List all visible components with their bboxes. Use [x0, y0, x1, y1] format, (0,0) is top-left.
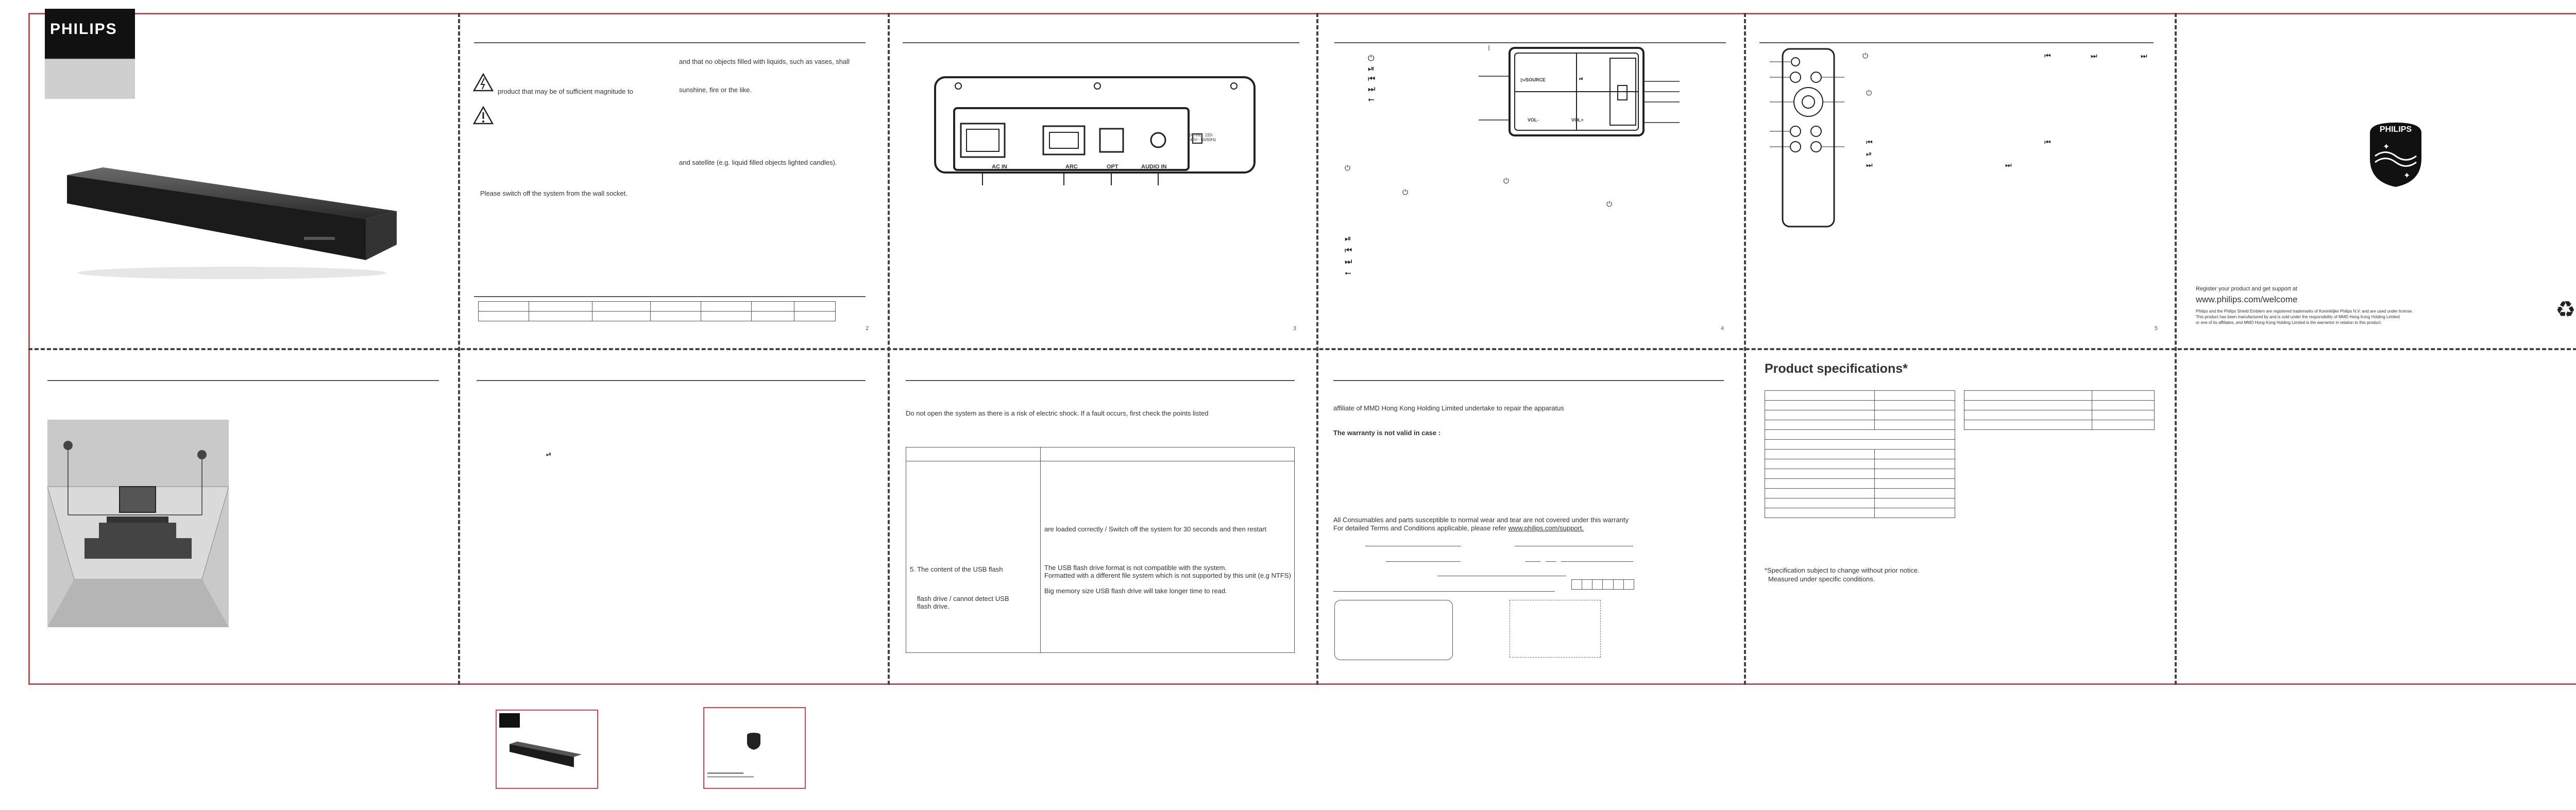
port-label-opt: OPT	[1107, 164, 1118, 170]
panel-label-vol-down: VOL-	[1528, 117, 1539, 123]
next-icon: ⏭	[2091, 51, 2097, 60]
warranty-heading: The warranty is not valid in case :	[1333, 429, 1441, 437]
previous-icon: ⏮	[2044, 138, 2051, 146]
info-table	[478, 301, 836, 321]
safety-text: and that no objects filled with liquids, such as vases, shall	[679, 58, 850, 65]
power-icon: ⏻	[1503, 177, 1510, 185]
power-icon: ⏻	[1368, 54, 1375, 63]
specs-note: Measured under specific conditions.	[1768, 575, 1875, 583]
recycle-icon: ♻	[2555, 297, 2576, 322]
trouble-solution: are loaded correctly / Switch off the system for 30 seconds and then restart	[1044, 525, 1267, 533]
play-pause-icon: ⏯	[1368, 64, 1375, 73]
page-number: 2	[866, 325, 869, 332]
svg-text:PHILIPS: PHILIPS	[2379, 125, 2412, 134]
header-rule	[477, 380, 866, 381]
legal-text: This product has been manufactured by and is sold under the responsibility of MMD Hong Kong Holding Limited	[2196, 315, 2400, 319]
warning-icon	[473, 73, 494, 92]
safety-text: sunshine, fire or the like.	[679, 86, 752, 94]
form-line	[1546, 561, 1556, 562]
trouble-solution: The USB flash drive format is not compatible with the system.	[1044, 564, 1227, 572]
form-line	[1333, 591, 1555, 592]
header-rule	[1759, 42, 2154, 43]
trouble-intro: Do not open the system as there is a risk of electric shock. If a fault occurs, first check the points listed	[906, 409, 1209, 417]
serial-boxes[interactable]	[1571, 579, 1634, 590]
brand-logo: PHILIPS	[50, 21, 117, 38]
play-pause-icon: ⏯	[1345, 234, 1351, 243]
previous-icon: ⏮	[1866, 138, 1873, 146]
svg-text:✦: ✦	[2383, 142, 2390, 151]
thumbnail-text-line	[707, 776, 754, 778]
warranty-text: affiliate of MMD Hong Kong Holding Limited undertake to repair the apparatus	[1333, 404, 1564, 412]
panel-label-source: ▷/SOURCE	[1521, 77, 1546, 82]
rating-label: RATING: 220-240V~ 50/60Hz	[1188, 133, 1216, 142]
next-icon: ⏭	[2005, 161, 2012, 169]
fold-line-horizontal	[28, 348, 2576, 350]
legal-text: or one of its affiliates, and MMD Hong Kong Holding Limited is the warrantor in relation to this product.	[2196, 320, 2382, 325]
specs-title: Product specifications*	[1765, 361, 1908, 376]
power-icon: ⏻	[1606, 200, 1613, 208]
form-line	[1525, 561, 1540, 562]
header-rule	[47, 380, 439, 381]
play-pause-icon: ⏯	[1866, 149, 1872, 158]
header-rule	[474, 42, 866, 43]
register-text: Register your product and get support at	[2196, 286, 2297, 292]
svg-text:✦: ✦	[2403, 170, 2411, 180]
next-icon: ⏭	[1345, 257, 1352, 266]
thumbnail-logo	[499, 713, 520, 728]
philips-shield-logo	[2365, 117, 2427, 189]
power-icon: ⏻	[1345, 164, 1351, 172]
panel-label-play: ⏯	[1579, 76, 1583, 82]
header-rule	[1334, 42, 1726, 43]
remote-control-diagram	[1770, 46, 1847, 229]
thumbnail-shield	[745, 731, 762, 751]
play-pause-icon: ⏯	[546, 450, 552, 458]
port-label-arc: ARC	[1065, 164, 1078, 170]
previous-icon: ⏮	[1345, 246, 1352, 255]
warranty-text: All Consumables and parts susceptible to normal wear and tear are not covered under this warranty	[1333, 516, 1629, 524]
next-icon: ⏭	[2141, 51, 2147, 60]
specs-table	[1765, 390, 1955, 518]
header-rule	[903, 42, 1299, 43]
thumbnail-soundbar	[507, 739, 584, 770]
safety-text: Please switch off the system from the wall socket.	[480, 189, 628, 197]
power-icon: ⏻	[1402, 188, 1409, 196]
next-icon: ⏭	[1368, 85, 1376, 94]
thumbnail-back[interactable]	[703, 707, 806, 789]
stamp-box	[1334, 600, 1453, 660]
trouble-solution: Formatted with a different file system which is not supported by this unit (e.g NTFS)	[1044, 572, 1291, 579]
page-number: 5	[2155, 325, 2158, 332]
safety-text: and satellite (e.g. liquid filled objects lighted candles).	[679, 159, 837, 166]
trouble-solution: Big memory size USB flash drive will take longer time to read.	[1044, 587, 1227, 595]
usb-icon: ⭠	[1368, 95, 1375, 104]
form-line	[1386, 561, 1461, 562]
power-icon: ⏻	[1866, 89, 1872, 97]
troubleshooting-table	[906, 447, 1295, 653]
next-icon: ⏭	[1866, 161, 1873, 169]
soundbar-image	[57, 154, 407, 288]
specs-table-2	[1964, 390, 2155, 430]
footer-rule	[474, 296, 866, 297]
port-label-ac: AC IN	[992, 164, 1007, 170]
power-icon: ⏻	[1862, 51, 1869, 60]
warning-icon	[473, 106, 494, 125]
page-number: 4	[1721, 325, 1724, 332]
trouble-problem: flash drive.	[917, 602, 950, 610]
header-rule	[906, 380, 1295, 381]
warranty-text: For detailed Terms and Conditions applicable, please refer www.philips.com/support.	[1333, 524, 1584, 532]
support-url[interactable]: www.philips.com/welcome	[2196, 295, 2298, 304]
specs-note: *Specification subject to change without prior notice.	[1765, 566, 1920, 574]
thumbnail-front[interactable]	[496, 710, 598, 789]
trouble-problem: 5. The content of the USB flash	[910, 565, 1003, 573]
thumbnail-text-line	[707, 772, 743, 774]
port-label-audio: AUDIO IN	[1141, 164, 1167, 170]
signature-box	[1510, 600, 1601, 658]
legal-text: Philips and the Philips Shield Emblem are registered trademarks of Koninklijke Philips N.V. and are used under license.	[2196, 309, 2413, 314]
previous-icon: ⏮	[1368, 75, 1376, 83]
page-number: 3	[1293, 325, 1297, 332]
trouble-problem: flash drive / cannot detect USB	[917, 595, 1009, 602]
support-link[interactable]: www.philips.com/support.	[1508, 524, 1584, 532]
header-rule	[1333, 380, 1724, 381]
form-line	[1561, 561, 1633, 562]
panel-label-vol-up: VOL+	[1571, 117, 1584, 123]
room-placement-image	[47, 420, 229, 627]
usb-icon: ⭠	[1345, 269, 1351, 278]
previous-icon: ⏮	[2044, 51, 2051, 60]
safety-text: product that may be of sufficient magnitude to	[498, 88, 633, 95]
top-panel-diagram	[1479, 45, 1695, 141]
